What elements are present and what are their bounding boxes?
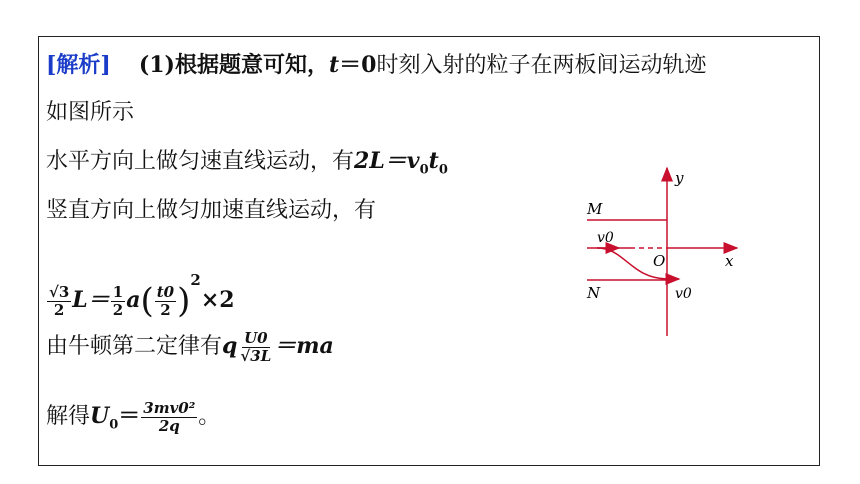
solution-line-2: 如图所示 <box>46 100 135 125</box>
acceleration-symbol: a <box>126 287 141 313</box>
v0-out-label: v0 <box>675 286 692 302</box>
equals-ma: ＝ma <box>274 333 334 359</box>
charge-symbol: q <box>222 333 238 359</box>
v0-in-label: v0 <box>597 230 614 246</box>
U0-over-sqrt3L-fraction <box>238 330 273 365</box>
left-paren: ( <box>140 281 154 321</box>
times-two: ×2 <box>200 287 235 313</box>
L-equals: L＝ <box>72 287 110 313</box>
equals-sign: ＝ <box>118 403 141 429</box>
time-variable: t <box>328 52 340 78</box>
y-axis-label: y <box>675 169 684 187</box>
one-half-fraction <box>111 284 125 319</box>
half-denominator: 2 <box>112 300 124 319</box>
U-subscript: 0 <box>109 417 119 433</box>
t0-denominator: 2 <box>160 300 171 319</box>
t0-numerator: t0 <box>156 282 175 301</box>
result-numerator: 3mv0² <box>143 398 196 417</box>
half-numerator: 1 <box>112 282 124 301</box>
origin-label: O <box>653 252 666 270</box>
trajectory-diagram <box>575 162 775 342</box>
t-symbol: t <box>428 148 439 174</box>
plate-M-label: M <box>587 200 603 218</box>
distance-eq-left: 2L＝ <box>354 148 407 174</box>
U-symbol: U <box>90 403 110 429</box>
result-denominator: 2q <box>158 416 180 435</box>
time-equals-zero: ＝0 <box>339 52 377 78</box>
solution-line-7 <box>46 396 220 445</box>
right-paren: ) <box>177 281 191 321</box>
result-text: 解得 <box>46 404 91 429</box>
analysis-tag: [解析] <box>46 52 111 78</box>
solution-line-6 <box>46 326 334 367</box>
horizontal-motion-text: 水平方向上做匀速直线运动，有 <box>46 149 355 174</box>
full-stop: 。 <box>198 404 221 429</box>
U0-numerator: U0 <box>244 328 268 347</box>
result-fraction <box>141 400 197 435</box>
plate-N-label: N <box>587 284 601 302</box>
square-exponent: 2 <box>190 271 201 289</box>
fraction-denominator-2: 2 <box>53 300 65 319</box>
t0-over-2-fraction <box>155 284 176 319</box>
newton-law-text: 由牛顿第二定律有 <box>46 334 223 359</box>
v-symbol: v <box>406 148 420 174</box>
x-axis-label: x <box>725 252 734 270</box>
v-subscript: 0 <box>419 162 429 178</box>
sqrt3-over-2-fraction <box>47 284 71 319</box>
solution-line-4: 竖直方向上做匀加速直线运动，有 <box>46 198 377 223</box>
t-subscript: 0 <box>438 162 448 178</box>
solution-line-3 <box>46 146 448 185</box>
solution-line-5-formula <box>46 260 235 321</box>
line1-rest: 时刻入射的粒子在两板间运动轨迹 <box>376 53 707 78</box>
part-one-label: (1)根据题意可知， <box>138 52 329 78</box>
solution-line-1 <box>46 50 706 81</box>
sqrt3L-denominator: √3L <box>240 346 272 365</box>
sqrt3-text: √3 <box>49 282 70 301</box>
